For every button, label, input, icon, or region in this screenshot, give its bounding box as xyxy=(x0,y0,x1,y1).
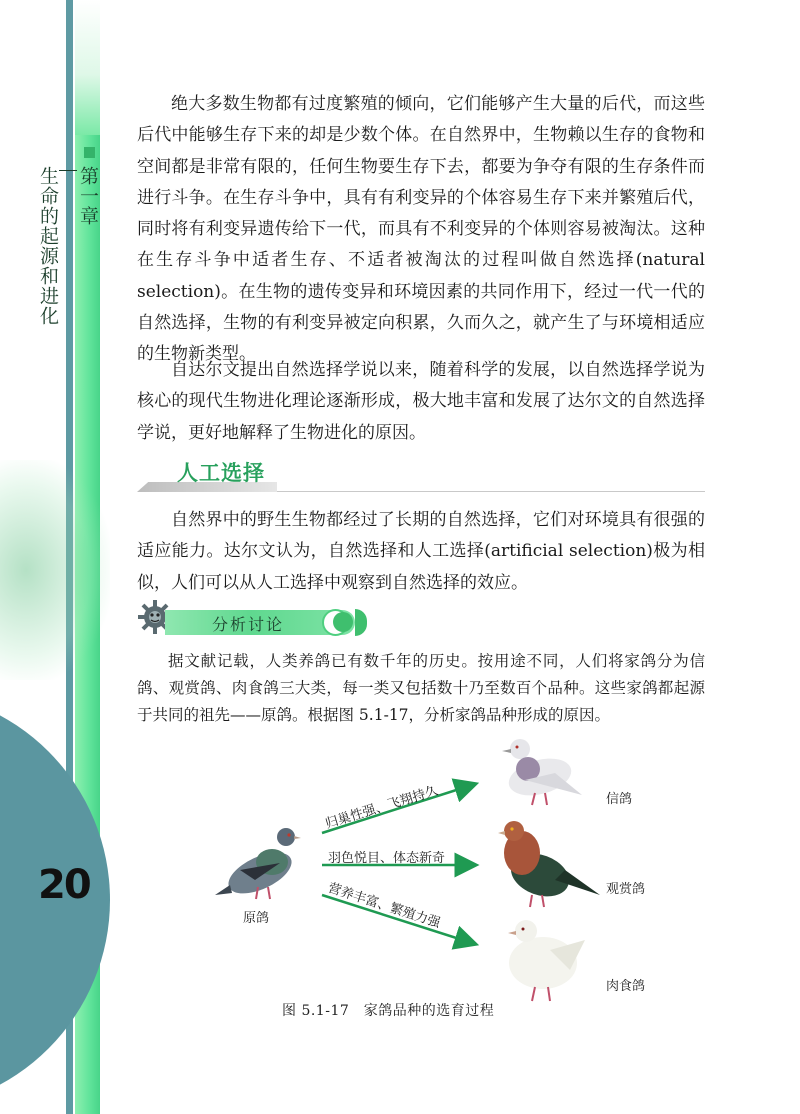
fancy-pigeon-illustration xyxy=(498,821,600,907)
breed-label-homing: 信鸽 xyxy=(606,792,633,807)
arrow-label-fancy: 羽色悦目、体态新奇 xyxy=(328,851,446,866)
chapter-title: 生命的起源和进化 xyxy=(37,166,59,326)
discussion-half-dot-decoration xyxy=(355,609,367,636)
section-title: 人工选择 xyxy=(177,461,265,485)
chapter-heading xyxy=(37,166,99,326)
ancestor-label: 原鸽 xyxy=(243,911,270,926)
pigeon-selection-figure xyxy=(210,735,680,1025)
paragraph-pigeon-breeds: 据文献记载，人类养鸽已有数千年的历史。按用途不同，人们将家鸽分为信鸽、观赏鸽、肉食鸽三大类，每一类又包括数十乃至数百个品种。这些家鸽都起源于共同的祖先——原鸽。根据图 5.1-17，分析家鸽品种形成的原因。 xyxy=(137,652,705,724)
discussion-banner xyxy=(137,599,377,639)
homing-pigeon-illustration xyxy=(502,739,582,805)
breed-label-fancy: 观赏鸽 xyxy=(606,882,646,897)
page-number: 20 xyxy=(38,862,90,908)
chapter-separator xyxy=(59,170,77,177)
figure-caption: 图 5.1-17 家鸽品种的选育过程 xyxy=(282,1003,495,1019)
paragraph-natural-selection: 绝大多数生物都有过度繁殖的倾向，它们能够产生大量的后代，而这些后代中能够生存下来的却是少数个体。在自然界中，生物赖以生存的食物和空间都是非常有限的，任何生物要生存下去，都要为争夺有限的生存条件而进行斗争。在生存斗争中，具有有利变异的个体容易生存下来并繁殖后代，同时将有利变异遗传给下一代，而具有不利变异的个体则容易被淘汰。这种在生存斗争中适者生存、不适者被淘汰的过程叫做自然选择(natural selection)。在生物的遗传变异和环境因素的共同作用下，经过一代一代的自然选择，生物的有利变异被定向积累，久而久之，就产生了与环境相适应的生物新类型。 xyxy=(137,94,705,365)
section-heading-block xyxy=(137,455,705,495)
arrow-label-meat: 营养丰富、繁殖力强 xyxy=(326,880,443,932)
rock-pigeon-illustration xyxy=(215,828,301,902)
chapter-marker-square xyxy=(84,147,95,158)
sidebar-green-band-fade xyxy=(75,0,100,135)
discussion-dot-decoration xyxy=(333,612,353,632)
paragraph-artificial-selection: 自然界中的野生生物都经过了长期的自然选择，它们对环境具有很强的适应能力。达尔文认为，自然选择和人工选择(artificial selection)极为相似，人们可以从人工选择中观察到自然选择的效应。 xyxy=(137,510,705,593)
meat-pigeon-illustration xyxy=(508,920,585,1001)
chapter-number: 第一章 xyxy=(77,166,99,226)
section-heading-rule xyxy=(277,491,705,492)
discussion-label: 分析讨论 xyxy=(212,615,285,634)
paragraph-modern-theory: 自达尔文提出自然选择学说以来，随着科学的发展，以自然选择学说为核心的现代生物进化理论逐渐形成，极大地丰富和发展了达尔文的自然选择学说，更好地解释了生物进化的原因。 xyxy=(137,360,705,443)
decorative-background-wash xyxy=(0,460,110,680)
arrow-label-homing: 归巢性强、飞翔持久 xyxy=(323,783,440,832)
breed-label-meat: 肉食鸽 xyxy=(606,979,646,994)
